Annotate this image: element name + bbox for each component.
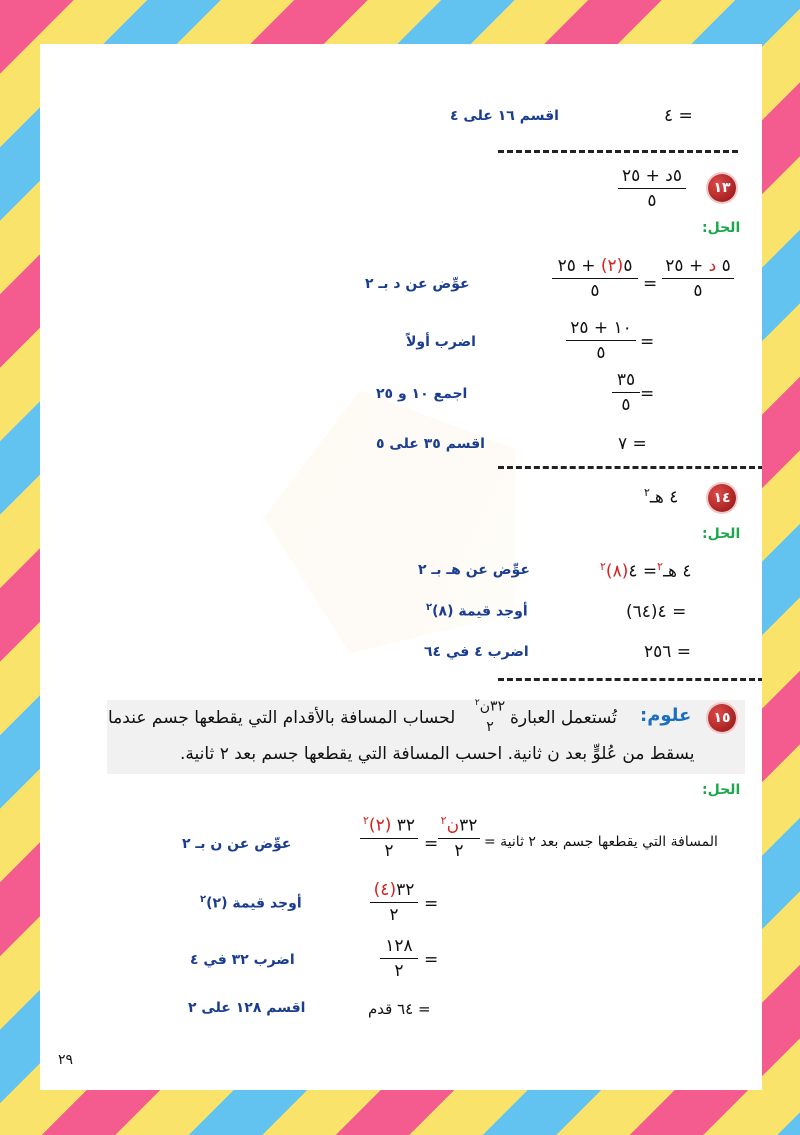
page-number: ٢٩ <box>58 1052 74 1068</box>
p15-step2: ٣٢(٤) ٢ <box>370 880 418 925</box>
p14-note2: أوجد قيمة (٨)$^٢$ <box>426 602 528 620</box>
science-title: علوم: <box>640 705 692 726</box>
p15-step1-f1: ٣٢ن$^٢$ ٢ <box>438 814 480 861</box>
problem-14-expression: ٤ هـ$^٢$ <box>644 486 679 508</box>
problem-15-line1-b: لحساب المسافة بالأقدام التي يقطعها جسم عندما <box>108 708 456 728</box>
p15-step1-f2: ٣٢ (٢)$^٢$ ٢ <box>360 814 418 861</box>
p14-note3: اضرب ٤ في ٦٤ <box>424 644 529 660</box>
p13-note1: عوِّض عن د بـ ٢ <box>365 276 470 292</box>
problem-15-expression: ٣٢ن$^٢$ ٢ <box>474 698 506 735</box>
p14-step3: = ٢٥٦ <box>644 642 692 662</box>
problem-15-badge: ١٥ <box>708 704 736 732</box>
divider <box>498 150 738 153</box>
equals-sign: = <box>640 384 655 404</box>
problem-14-badge: ١٤ <box>708 484 736 512</box>
solution-label: الحل: <box>702 526 741 542</box>
p13-step2: ١٠ + ٢٥ ٥ <box>566 318 636 363</box>
solution-label: الحل: <box>702 782 741 798</box>
page <box>40 44 762 1090</box>
top-equation: = ٤ <box>664 106 693 126</box>
equals-sign: = <box>424 950 439 970</box>
p15-note4: اقسم ١٢٨ على ٢ <box>188 1000 306 1016</box>
divider <box>498 678 762 681</box>
p15-step1-label: المسافة التي يقطعها جسم بعد ٢ ثانية = <box>484 834 718 850</box>
p14-note1: عوِّض عن هـ بـ ٢ <box>418 562 530 578</box>
p15-note1: عوِّض عن ن بـ ٢ <box>182 836 292 852</box>
equals-sign: = <box>424 834 439 854</box>
p13-step3: ٣٥ ٥ <box>612 370 640 415</box>
p13-step1-lhs: ٥ د + ٢٥ ٥ <box>662 256 734 301</box>
p13-step4: = ٧ <box>618 434 647 454</box>
p13-note4: اقسم ٣٥ على ٥ <box>376 436 485 452</box>
divider <box>498 466 762 469</box>
p14-step2: = ٤(٦٤) <box>626 602 687 622</box>
problem-13-expression: ٥د + ٢٥ ٥ <box>618 166 686 211</box>
p15-step3: ١٢٨ ٢ <box>380 936 418 981</box>
equals-sign: = <box>424 894 439 914</box>
problem-15-line2: يسقط من عُلوٍّ بعد ن ثانية. احسب المسافة التي يقطعها جسم بعد ٢ ثانية. <box>180 744 695 764</box>
p14-step1: ٤ هـ$^٢$= ٤(٨)$^٢$ <box>600 560 692 582</box>
p13-note3: اجمع ١٠ و ٢٥ <box>376 386 468 402</box>
equals-sign: = <box>640 332 655 352</box>
solution-label: الحل: <box>702 220 741 236</box>
equals-sign: = <box>643 274 658 294</box>
p13-note2: اضرب أولاً <box>406 334 476 350</box>
top-note: اقسم ١٦ على ٤ <box>450 108 559 124</box>
problem-15-line1-a: تُستعمل العبارة <box>510 708 617 728</box>
p15-step4: = ٦٤ قدم <box>368 1000 431 1018</box>
p13-step1-rhs: ٥(٢) + ٢٥ ٥ <box>552 256 638 301</box>
problem-13-badge: ١٣ <box>708 174 736 202</box>
p15-note2: أوجد قيمة (٢)$^٢$ <box>200 894 302 912</box>
p15-note3: اضرب ٣٢ في ٤ <box>190 952 295 968</box>
